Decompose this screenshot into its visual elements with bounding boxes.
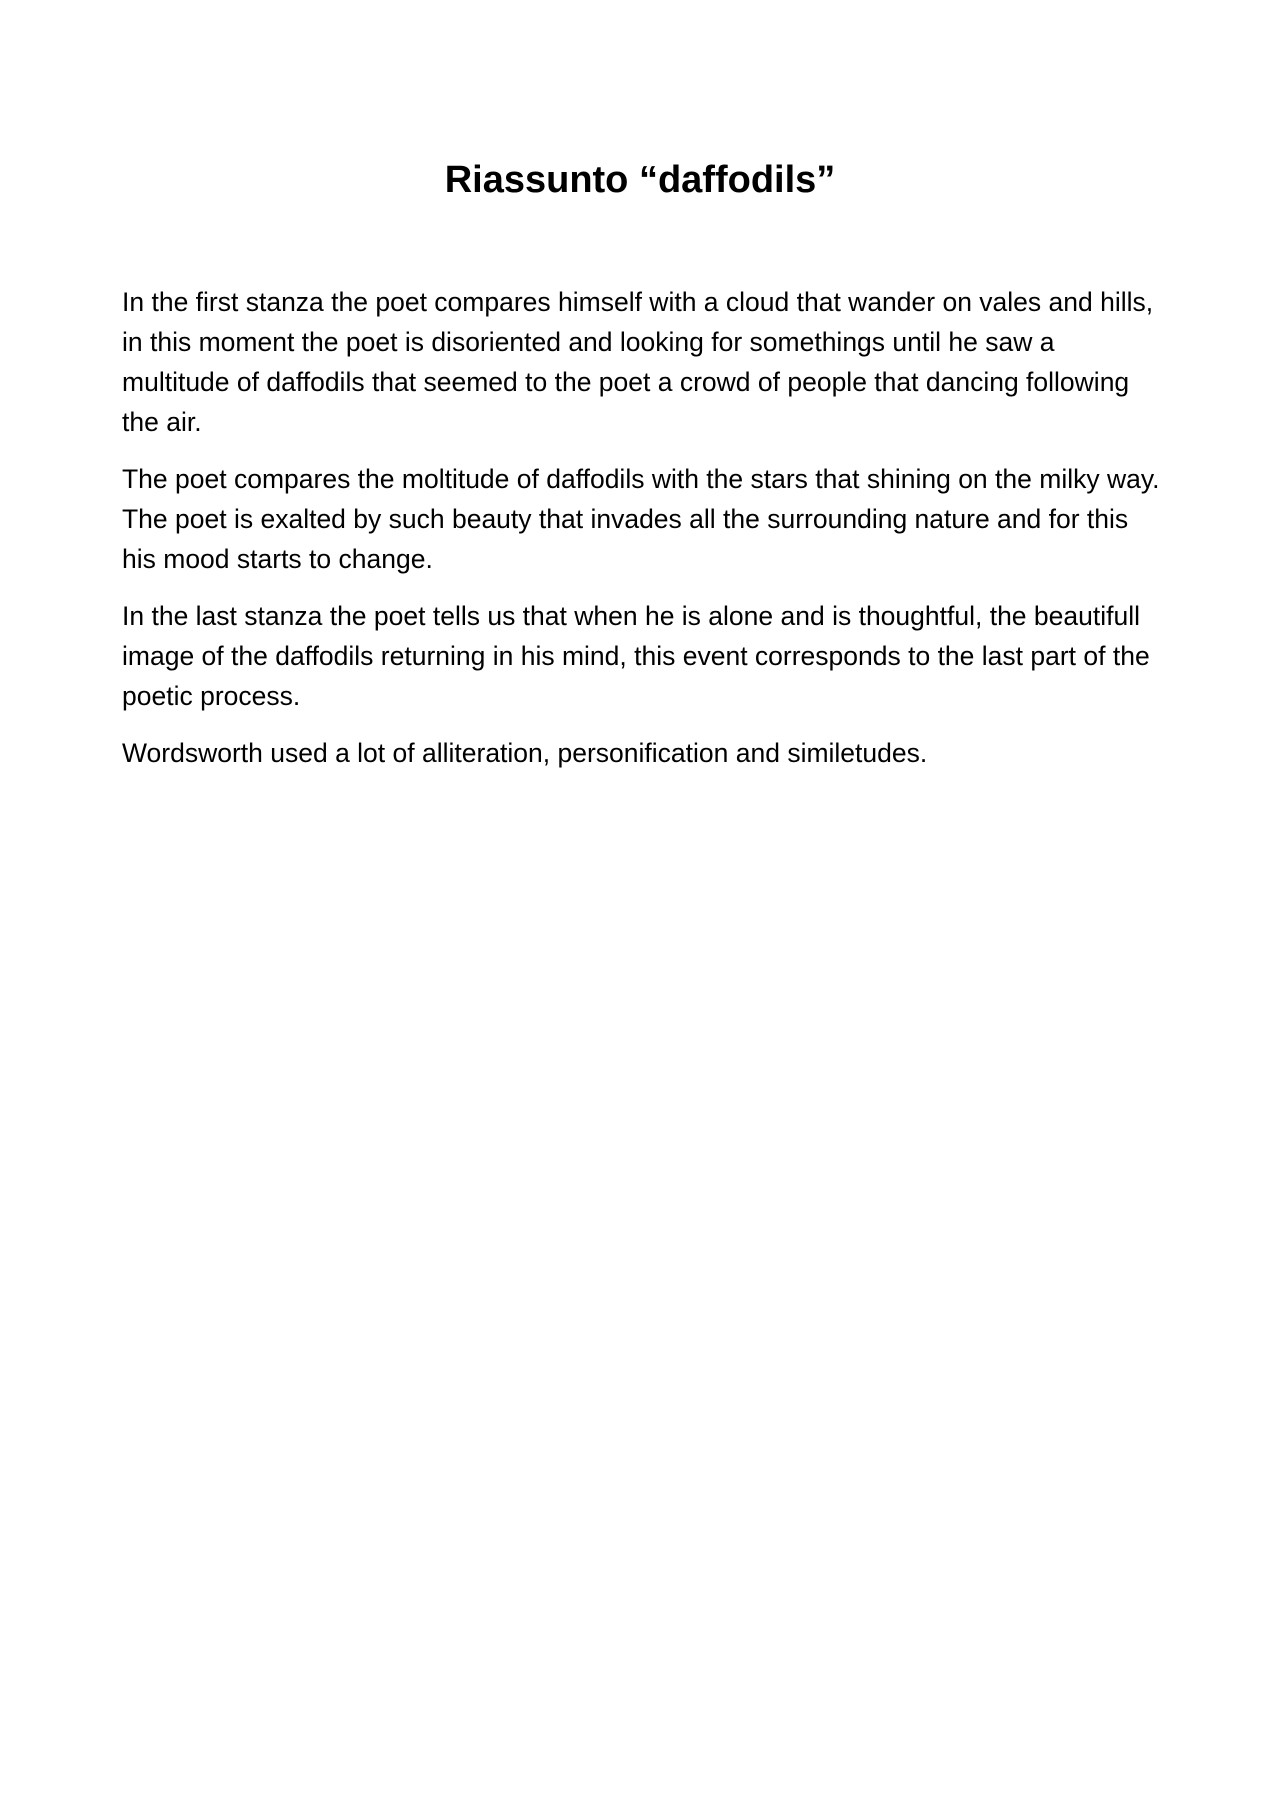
document-body [122,282,1162,790]
paragraph-4: Wordsworth used a lot of alliteration, personification and similetudes. [122,738,928,768]
paragraph-2: The poet compares the moltitude of daffodils with the stars that shining on the milky way. The poet is exalted by such beauty that invades all the surrounding nature and for this his mood starts to change. [122,464,1160,574]
paragraph-1: In the first stanza the poet compares himself with a cloud that wander on vales and hills, in this moment the poet is disoriented and looking for somethings until he saw a multitude of daffodils that seemed to the poet a crowd of people that dancing following the air. [122,287,1154,437]
document-title: Riassunto “daffodils” [444,159,836,201]
paragraph-3: In the last stanza the poet tells us that when he is alone and is thoughtful, the beautifull image of the daffodils returning in his mind, this event corresponds to the last part of the poetic process. [122,601,1150,711]
